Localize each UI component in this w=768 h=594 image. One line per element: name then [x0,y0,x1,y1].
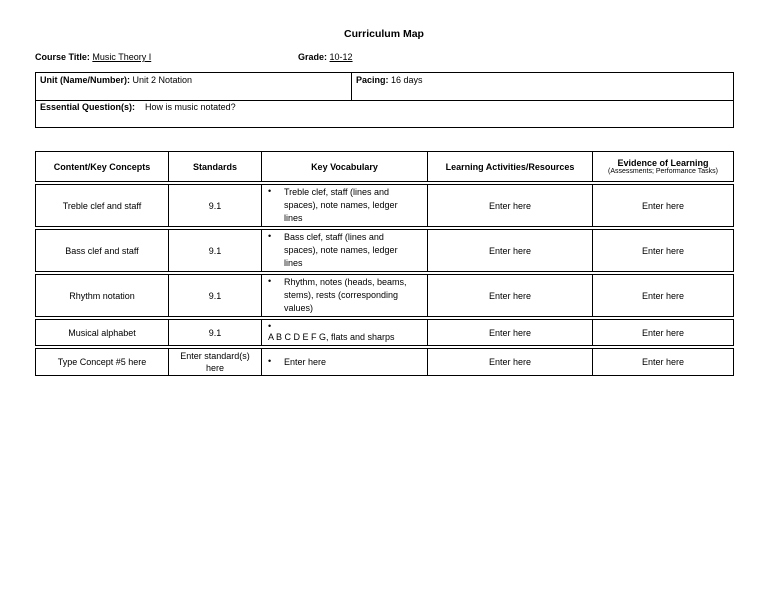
curriculum-table [35,149,734,378]
unit-value: Unit 2 Notation [132,75,193,85]
table-row [35,229,734,272]
vocab-cell[interactable] [262,229,428,272]
vocab-cell[interactable] [262,348,428,376]
vocab-text: Rhythm, notes (heads, beams, stems), rests (corresponding values) [284,277,407,313]
table-row [35,348,734,376]
bullet-icon: • [268,321,272,331]
activities-cell[interactable]: Enter here [428,274,593,317]
vocab-text: Bass clef, staff (lines and spaces), note names, ledger lines [284,232,398,268]
evidence-cell[interactable]: Enter here [593,229,734,272]
vocab-text: Enter here [284,356,327,367]
evidence-cell[interactable]: Enter here [593,348,734,376]
header-activities: Learning Activities/Resources [428,151,593,182]
evidence-cell[interactable]: Enter here [593,184,734,227]
header-vocab: Key Vocabulary [262,151,428,182]
header-evidence-subtitle: (Assessments; Performance Tasks) [608,168,718,175]
unit-info-box [35,72,734,128]
table-row [35,274,734,317]
course-title-field [35,52,172,62]
bullet-icon: • [268,276,272,286]
vocab-text: A B C D E F G, flats and sharps [268,332,395,342]
concept-cell[interactable]: Rhythm notation [35,274,169,317]
header-standards: Standards [169,151,262,182]
bullet-icon: • [268,231,272,241]
unit-label: Unit (Name/Number): [40,75,131,85]
concept-cell[interactable]: Musical alphabet [35,319,169,346]
page-title: Curriculum Map [344,28,424,40]
header-evidence [593,151,734,182]
course-title-value[interactable]: Music Theory I [92,52,152,62]
activities-cell[interactable]: Enter here [428,229,593,272]
standard-cell[interactable]: 9.1 [169,184,262,227]
activities-cell[interactable]: Enter here [428,319,593,346]
concept-cell[interactable]: Treble clef and staff [35,184,169,227]
pacing-label: Pacing: [356,75,389,85]
header-evidence-title: Evidence of Learning [617,158,709,168]
concept-cell[interactable]: Type Concept #5 here [35,348,169,376]
essential-question-label: Essential Question(s): [40,102,136,112]
unit-cell[interactable] [36,73,352,100]
grade-label: Grade: [298,52,328,62]
vocab-text: Treble clef, staff (lines and spaces), note names, ledger lines [284,187,398,223]
evidence-cell[interactable]: Enter here [593,319,734,346]
table-row [35,184,734,227]
bullet-icon: • [268,355,272,366]
essential-question-cell[interactable] [36,100,741,114]
header-concepts: Content/Key Concepts [35,151,169,182]
standard-cell[interactable]: 9.1 [169,229,262,272]
vocab-cell[interactable] [262,184,428,227]
grade-value[interactable]: 10-12 [329,52,353,62]
evidence-cell[interactable]: Enter here [593,274,734,317]
table-header-row [35,151,734,182]
standard-cell[interactable]: 9.1 [169,319,262,346]
activities-cell[interactable]: Enter here [428,348,593,376]
essential-question-value: How is music notated? [145,102,236,112]
course-title-label: Course Title: [35,52,90,62]
standard-cell[interactable]: 9.1 [169,274,262,317]
concept-cell[interactable]: Bass clef and staff [35,229,169,272]
activities-cell[interactable]: Enter here [428,184,593,227]
vocab-cell[interactable] [262,274,428,317]
standard-cell[interactable]: Enter standard(s) here [169,348,262,376]
table-row [35,319,734,346]
grade-field [298,52,353,62]
unit-row [36,73,733,101]
pacing-value: 16 days [391,75,423,85]
vocab-cell[interactable] [262,319,428,346]
bullet-icon: • [268,186,272,196]
